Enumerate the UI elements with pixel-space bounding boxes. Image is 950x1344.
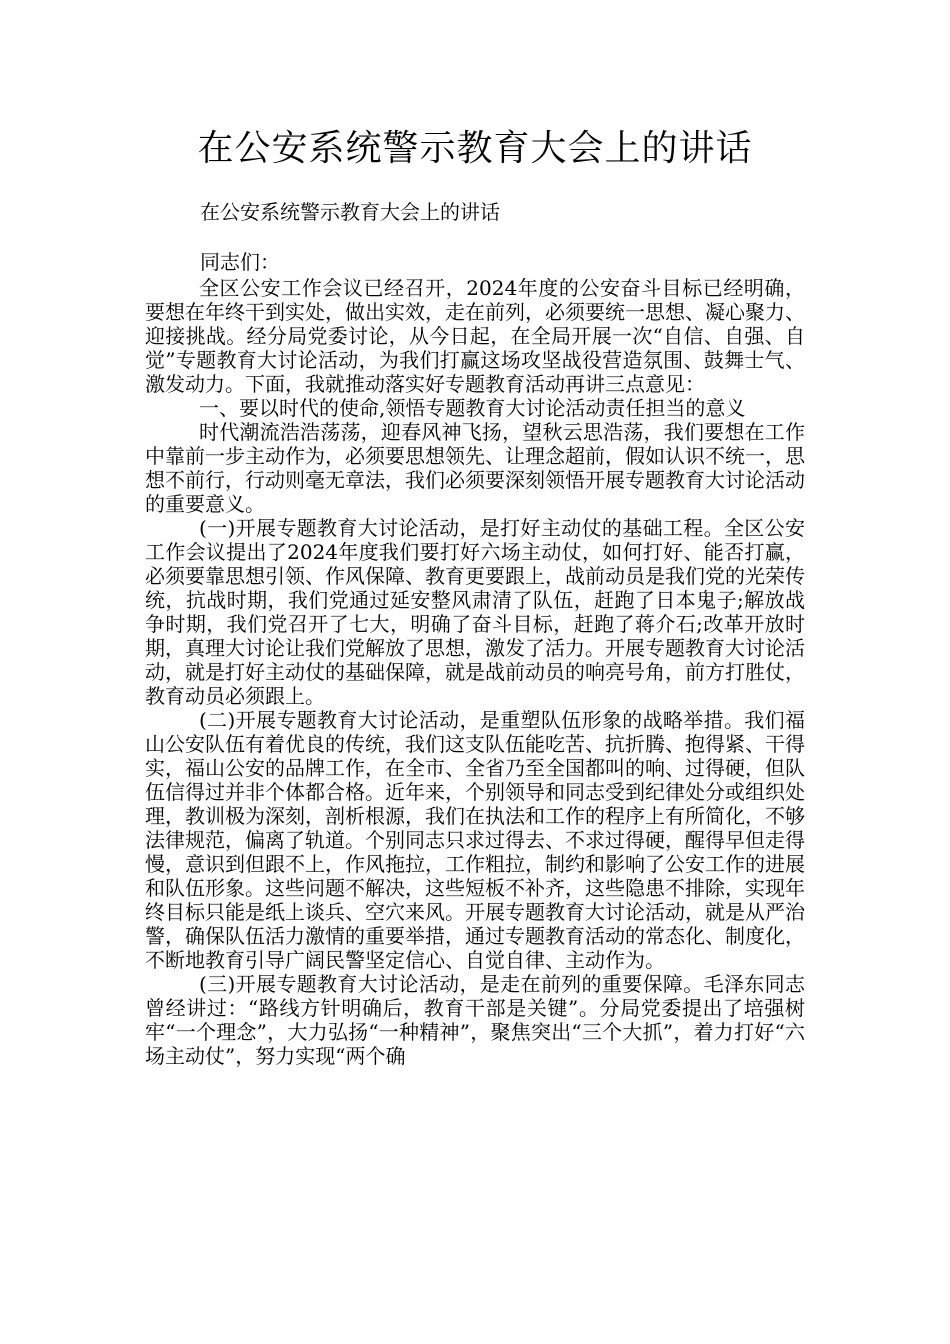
salutation: 同志们：	[200, 250, 280, 274]
document-title: 在公安系统警示教育大会上的讲话	[197, 128, 753, 169]
document-body	[145, 276, 805, 1068]
paragraph-significance: 时代潮流浩浩荡荡，迎春风神飞扬，望秋云思浩荡，我们要想在工作中靠前一步主动作为，必须要思想领先、让理念超前，假如认识不统一，思想不前行，行动则毫无章法，我们必须要深刻领悟开展专题教育大讨论活动的重要意义。	[145, 420, 805, 516]
section-heading-one: 一、要以时代的使命,领悟专题教育大讨论活动责任担当的意义	[199, 396, 746, 420]
paragraph-intro: 全区公安工作会议已经召开，2024年度的公安奋斗目标已经明确，要想在年终干到实处，做出实效，走在前列，必须要统一思想、凝心聚力、迎接挑战。经分局党委讨论，从今日起，在全局开展一次“自信、自强、自觉”专题教育大讨论活动，为我们打赢这场攻坚战役营造氛围、鼓舞士气、激发动力。下面，我就推动落实好专题教育活动再讲三点意见：	[145, 276, 805, 396]
paragraph-point-one: (一)开展专题教育大讨论活动，是打好主动仗的基础工程。全区公安工作会议提出了2024年度我们要打好六场主动仗，如何打好、能否打赢，必须要靠思想引领、作风保障、教育更要跟上，战前动员是我们党的光荣传统，抗战时期，我们党通过延安整风肃清了队伍，赶跑了日本鬼子;解放战争时期，我们党召开了七大，明确了奋斗目标，赶跑了蒋介石;改革开放时期，真理大讨论让我们党解放了思想，激发了活力。开展专题教育大讨论活动，就是打好主动仗的基础保障，就是战前动员的响亮号角，前方打胜仗，教育动员必须跟上。	[145, 516, 805, 708]
document-subtitle: 在公安系统警示教育大会上的讲话	[200, 200, 500, 224]
paragraph-point-three: (三)开展专题教育大讨论活动，是走在前列的重要保障。毛泽东同志曾经讲过：“路线方针明确后，教育干部是关键”。分局党委提出了培强树牢“一个理念”，大力弘扬“一种精神”，聚焦突出“三个大抓”，着力打好“六场主动仗”，努力实现“两个确	[145, 972, 805, 1068]
paragraph-point-two: (二)开展专题教育大讨论活动，是重塑队伍形象的战略举措。我们福山公安队伍有着优良的传统，我们这支队伍能吃苦、抗折腾、抱得紧、干得实，福山公安的品牌工作，在全市、全省乃至全国都叫的响、过得硬，但队伍信得过并非个体都合格。近年来，个别领导和同志受到纪律处分或组织处理，教训极为深刻，剖析根源，我们在执法和工作的程序上有所简化，不够法律规范，偏离了轨道。个别同志只求过得去、不求过得硬，醒得早但走得慢，意识到但跟不上，作风拖拉，工作粗拉，制约和影响了公安工作的进展和队伍形象。这些问题不解决，这些短板不补齐，这些隐患不排除，实现年终目标只能是纸上谈兵、空穴来风。开展专题教育大讨论活动，就是从严治警，确保队伍活力激情的重要举措，通过专题教育活动的常态化、制度化，不断地教育引导广阔民警坚定信心、自觉自律、主动作为。	[145, 708, 805, 972]
